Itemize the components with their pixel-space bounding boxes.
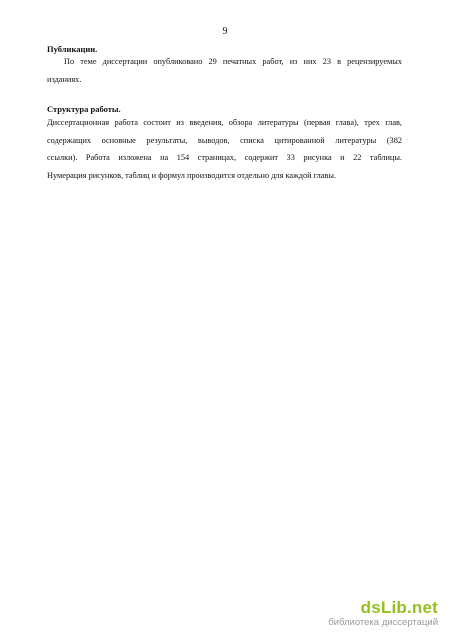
dslib-watermark xyxy=(288,599,438,628)
watermark-subtitle: библиотека диссертаций xyxy=(328,617,438,628)
page-number: 9 xyxy=(222,26,228,37)
structure-line-3: ссылки). Работа изложена на 154 страницах, содержит 33 рисунка и 22 таблицы. xyxy=(47,153,402,162)
structure-paragraph xyxy=(47,114,402,184)
structure-line-1: Диссертационная работа состоит из введения, обзора литературы (первая глава), трех глав, xyxy=(47,118,402,127)
publications-heading: Публикации. xyxy=(47,44,98,54)
publications-line-2: изданиях. xyxy=(47,74,82,84)
publications-paragraph xyxy=(47,53,402,88)
structure-line-2: содержащих основные результаты, выводов, списка цитированной литературы (382 xyxy=(47,135,402,145)
watermark-logo: dsLib.net xyxy=(360,598,438,617)
structure-heading: Структура работы. xyxy=(47,104,121,114)
structure-line-4: Нумерация рисунков, таблиц и формул производится отдельно для каждой главы. xyxy=(47,170,337,180)
publications-line-1: По теме диссертации опубликовано 29 печатных работ, из них 23 в рецензируемых xyxy=(64,57,402,66)
